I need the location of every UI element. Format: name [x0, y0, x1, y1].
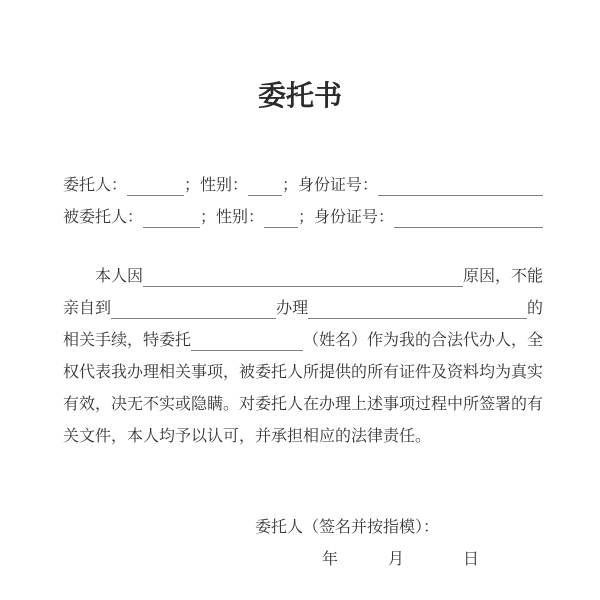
month-label: 月: [388, 551, 405, 568]
body-line-6: 关文件，本人均予以认可，并承担相应的法律责任。: [63, 428, 432, 445]
document-title: 委托书: [257, 80, 342, 111]
signature-label: 委托人（签名并按指模）：: [255, 519, 440, 536]
principal-info-line: [63, 170, 543, 202]
body-l2-post: 的: [526, 300, 543, 317]
signature-line: [63, 512, 543, 544]
principal-label: 委托人：: [63, 177, 128, 194]
agent-id-blank: [394, 202, 543, 228]
agent-name-inline-blank: [191, 325, 303, 351]
body-l3-post: （姓名）作为我的合法代办人，全: [302, 332, 543, 349]
body-l2-pre: 亲自到: [63, 300, 112, 317]
principal-id-label: ；身份证号：: [282, 177, 379, 194]
body-l1-pre: 本人因: [95, 268, 144, 285]
body-l2-mid: 办理: [276, 300, 309, 317]
principal-gender-label: ；性别：: [184, 177, 249, 194]
principal-id-blank: [378, 170, 543, 196]
reason-blank: [143, 261, 463, 287]
body-line-3: [63, 325, 543, 357]
body-paragraph: [63, 261, 543, 453]
agent-gender-label: ；性别：: [200, 209, 265, 226]
place-blank: [111, 293, 276, 319]
day-label: 日: [463, 551, 480, 568]
party-fields-section: [63, 170, 543, 234]
agent-id-label: ；身份证号：: [298, 209, 395, 226]
body-line-2: [63, 293, 543, 325]
principal-name-blank: [127, 170, 184, 196]
body-line-4: 权代表我办理相关事项，被委托人所提供的所有证件及资料均为真实: [63, 364, 544, 381]
matter-blank: [308, 293, 527, 319]
body-line-1: [63, 261, 543, 293]
body-l3-pre: 相关手续，特委托: [63, 332, 192, 349]
agent-info-line: [63, 202, 543, 234]
document-content: [63, 170, 543, 576]
year-label: 年: [322, 551, 339, 568]
agent-gender-blank: [264, 202, 298, 228]
body-l1-post: 原因，不能: [462, 268, 543, 285]
agent-label: 被委托人：: [63, 209, 144, 226]
agent-name-blank: [143, 202, 200, 228]
body-line-5: 有效，决无不实或隐瞒。对委托人在办理上述事项过程中所签署的有: [63, 396, 544, 413]
principal-gender-blank: [248, 170, 282, 196]
date-line: [63, 544, 543, 576]
